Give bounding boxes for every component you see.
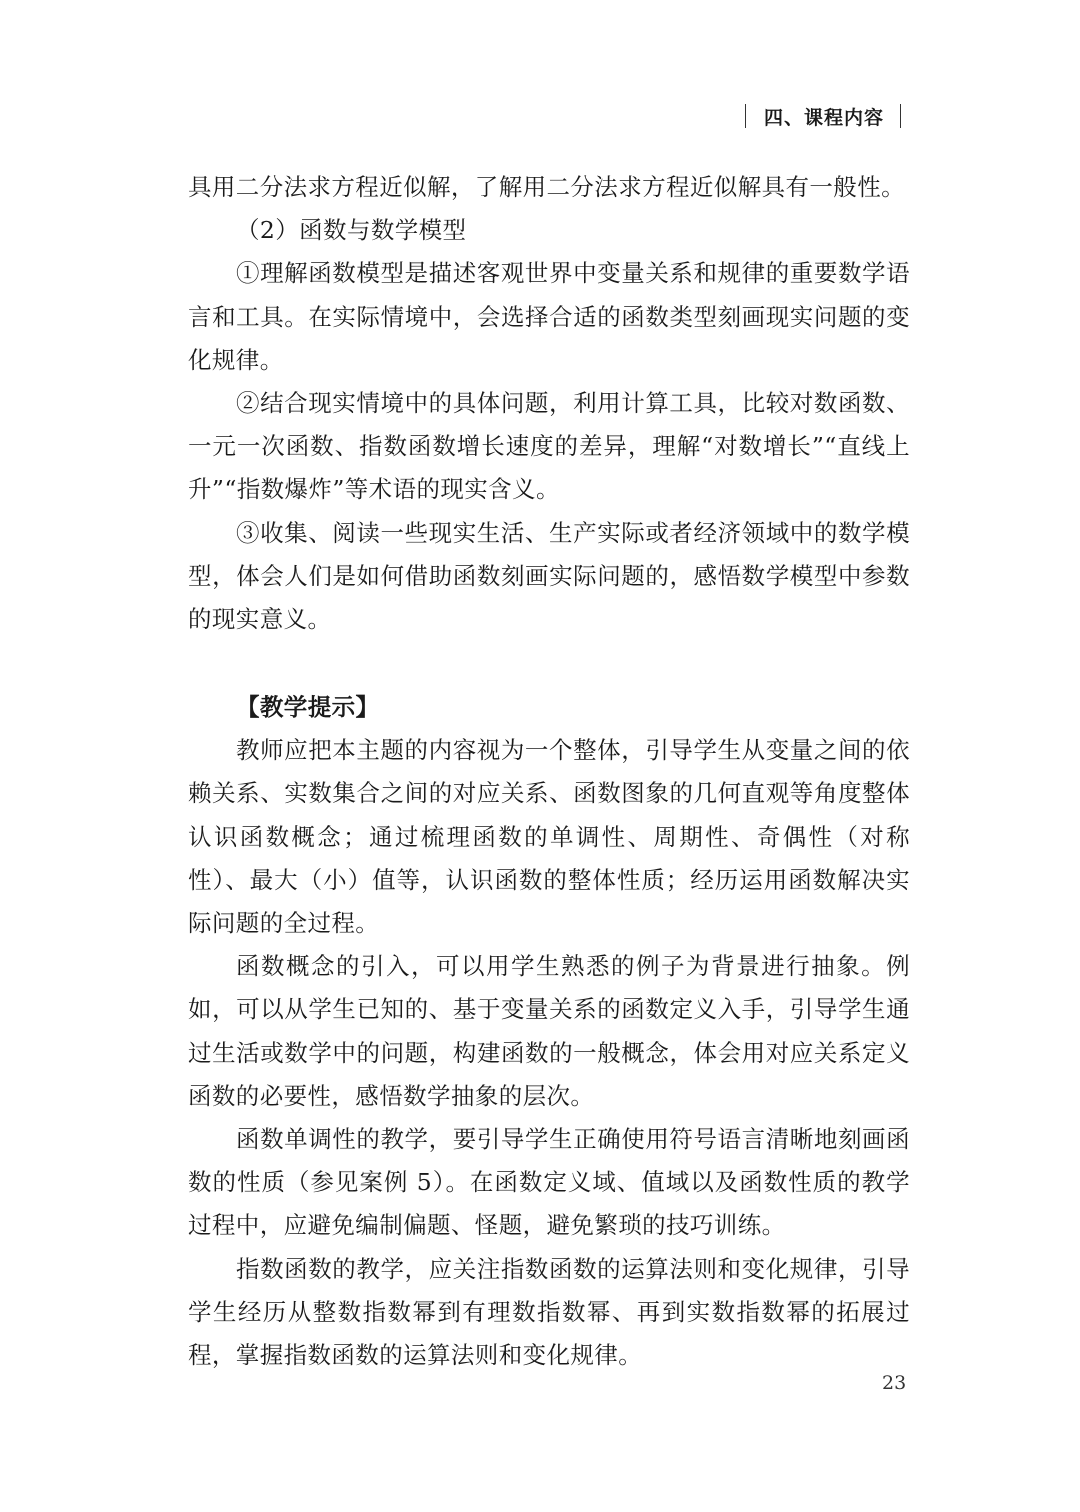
paragraph-continuation: 具用二分法求方程近似解，了解用二分法求方程近似解具有一般性。 <box>188 173 905 201</box>
paragraph-teaching-3: 函数单调性的教学，要引导学生正确使用符号语言清晰地刻画函数的性质（参见案例 5）。在函数定义域、值域以及函数性质的教学过程中，应避免编制偏题、怪题，避免繁琐的技巧训练。 <box>188 1125 910 1240</box>
paragraph-teaching-4: 指数函数的教学，应关注指数函数的运算法则和变化规律，引导学生经历从整数指数幂到有理数指数幂、再到实数指数幂的拓展过程，掌握指数函数的运算法则和变化规律。 <box>188 1254 910 1370</box>
body-text <box>188 166 910 1377</box>
paragraph-item-3: ③收集、阅读一些现实生活、生产实际或者经济领域中的数学模型，体会人们是如何借助函数刻画实际问题的，感悟数学模型中参数的现实意义。 <box>188 518 910 634</box>
subsection-title: （2）函数与数学模型 <box>236 216 467 245</box>
running-head-title: 四、课程内容 <box>764 106 885 129</box>
running-head-right-rule <box>900 104 901 128</box>
section-heading: 【教学提示】 <box>236 693 380 722</box>
paragraph-item-2: ②结合现实情境中的具体问题，利用计算工具，比较对数函数、一元一次函数、指数函数增长速度的差异，理解“对数增长”“直线上升”“指数爆炸”等术语的现实含义。 <box>188 389 910 504</box>
paragraph-item-1: ①理解函数模型是描述客观世界中变量关系和规律的重要数学语言和工具。在实际情境中，会选择合适的函数类型刻画现实问题的变化规律。 <box>188 259 910 374</box>
paragraph-teaching-2: 函数概念的引入，可以用学生熟悉的例子为背景进行抽象。例如，可以从学生已知的、基于变量关系的函数定义入手，引导学生通过生活或数学中的问题，构建函数的一般概念，体会用对应关系定义函数的必要性，感悟数学抽象的层次。 <box>188 952 910 1110</box>
running-head <box>745 98 901 134</box>
paragraph-teaching-1: 教师应把本主题的内容视为一个整体，引导学生从变量之间的依赖关系、实数集合之间的对应关系、函数图象的几何直观等角度整体认识函数概念；通过梳理函数的单调性、周期性、奇偶性（对称性）、最大（小）值等，认识函数的整体性质；经历运用函数解决实际问题的全过程。 <box>188 736 910 938</box>
page-number: 23 <box>882 1372 907 1394</box>
